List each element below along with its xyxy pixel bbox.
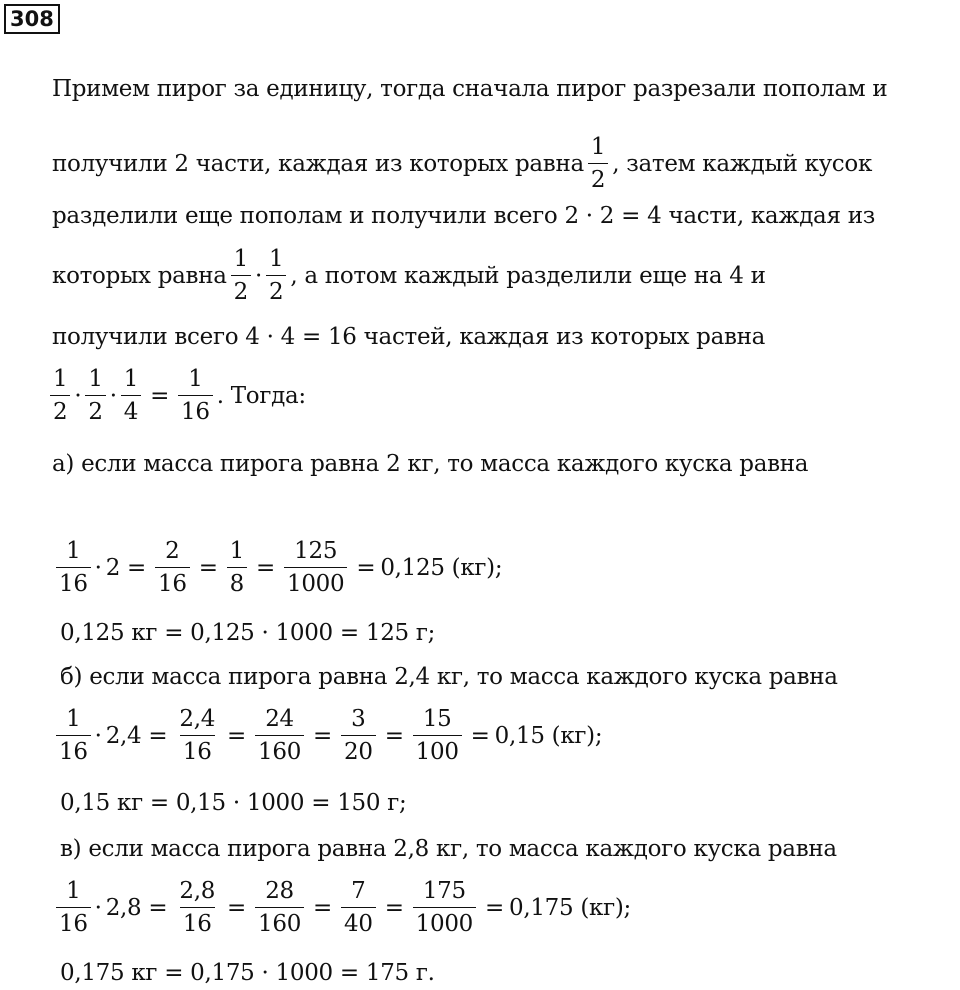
fraction-sixteenth [178,368,213,424]
fraction [227,540,247,596]
denominator: 16 [180,735,215,764]
intro-text-1: Примем пирог за единицу, тогда сначала пирог разрезали пополам и [52,76,888,102]
denominator: 4 [121,395,141,424]
numerator: 24 [265,706,294,732]
intro-text-4a: которых равна [52,263,227,289]
denominator: 160 [255,735,304,764]
part-a-grams [60,620,435,646]
fraction [176,880,218,936]
result-value: 0,15 (кг); [494,723,603,749]
denominator: 8 [227,567,247,596]
fraction [176,708,218,764]
fraction-half [588,136,608,192]
denominator: 16 [56,907,91,936]
numerator: 1 [66,706,81,732]
dot-operator: · [109,383,117,409]
denominator: 1000 [413,907,476,936]
intro-line-4 [52,248,766,304]
dot-operator: · [94,895,102,921]
equals-operator: = [227,895,247,921]
fraction [284,540,347,596]
dot-operator: · [94,555,102,581]
equals-operator: = [127,555,147,581]
numerator: 1 [233,246,248,272]
fraction [413,708,462,764]
fraction-half [85,368,105,424]
fraction [341,708,376,764]
fraction-half [50,368,70,424]
denominator: 2 [50,395,70,424]
equals-operator: = [256,555,275,581]
part-b-equation [52,708,602,764]
multiplier: 2 [105,555,121,581]
numerator: 1 [229,538,245,564]
denominator: 20 [341,735,376,764]
part-c-heading-text: в) если масса пирога равна 2,8 кг, то масса каждого куска равна [60,836,837,862]
denominator: 2 [231,275,251,304]
equals-operator: = [227,723,247,749]
fraction [155,540,190,596]
fraction [255,880,304,936]
denominator: 16 [155,567,190,596]
numerator: 28 [265,878,294,904]
part-a-heading [52,451,808,477]
numerator: 1 [269,246,284,272]
grams-text: 0,175 кг = 0,175 · 1000 = 175 г. [60,960,435,986]
numerator: 1 [53,366,68,392]
numerator: 1 [66,538,81,564]
part-a-equation [52,540,502,596]
intro-line-2 [52,136,872,192]
multiplier: 2,4 [105,723,142,749]
numerator: 1 [66,878,81,904]
numerator: 1 [88,366,103,392]
equals-operator: = [148,723,168,749]
fraction [413,880,476,936]
fraction [56,708,91,764]
intro-text-3: разделили еще пополам и получили всего 2 · 2 = 4 части, каждая из [52,203,875,229]
grams-text: 0,125 кг = 0,125 · 1000 = 125 г; [60,620,436,646]
equals-operator: = [384,723,404,749]
equals-operator: = [313,723,333,749]
part-b-heading-text: б) если масса пирога равна 2,4 кг, то масса каждого куска равна [60,664,838,690]
numerator: 2,8 [179,878,216,904]
intro-text-2a: получили 2 части, каждая из которых равна [52,151,584,177]
denominator: 16 [178,395,213,424]
numerator: 1 [123,366,139,392]
equals-operator: = [313,895,333,921]
equals-operator: = [485,895,504,921]
fraction [341,880,376,936]
fraction-half [231,248,251,304]
equals-operator: = [148,895,168,921]
equals-operator: = [198,555,218,581]
numerator: 125 [294,538,338,564]
part-b-grams [60,790,406,816]
part-c-grams [60,960,435,986]
equals-operator: = [384,895,404,921]
part-c-equation [52,880,631,936]
intro-line-5 [52,324,765,350]
numerator: 3 [351,706,366,732]
equals-operator: = [150,383,170,409]
numerator: 2,4 [179,706,216,732]
equals-operator: = [470,723,490,749]
intro-text-2b: , затем каждый кусок [612,151,873,177]
denominator: 40 [341,907,376,936]
result-value: 0,125 (кг); [380,555,503,581]
denominator: 2 [85,395,105,424]
intro-line-1 [52,76,887,102]
intro-text-5: получили всего 4 · 4 = 16 частей, каждая из которых равна [52,324,766,350]
fraction-quarter [121,368,141,424]
numerator: 1 [188,366,203,392]
dot-operator: · [254,263,262,289]
part-b-heading [60,664,838,690]
part-c-heading [60,836,837,862]
grams-text: 0,15 кг = 0,15 · 1000 = 150 г; [60,790,407,816]
numerator: 2 [165,538,180,564]
numerator: 175 [422,878,466,904]
fraction [56,880,91,936]
numerator: 1 [590,134,606,160]
multiplier: 2,8 [105,895,142,921]
denominator: 16 [56,735,91,764]
intro-line-6 [46,368,306,424]
denominator: 160 [255,907,304,936]
denominator: 100 [413,735,462,764]
intro-line-3 [52,203,875,229]
numerator: 15 [422,706,452,732]
intro-text-6-tail: . Тогда: [216,383,306,409]
fraction [56,540,91,596]
denominator: 2 [588,163,608,192]
fraction-half [266,248,286,304]
part-a-heading-text: а) если масса пирога равна 2 кг, то масса каждого куска равна [52,451,809,477]
denominator: 16 [180,907,215,936]
problem-number: 308 [4,4,60,34]
dot-operator: · [94,723,102,749]
denominator: 2 [266,275,286,304]
equals-operator: = [356,555,376,581]
denominator: 16 [56,567,91,596]
denominator: 1000 [284,567,347,596]
result-value: 0,175 (кг); [509,895,631,921]
fraction [255,708,304,764]
numerator: 7 [351,878,366,904]
dot-operator: · [74,383,82,409]
intro-text-4b: , а потом каждый разделили еще на 4 и [290,263,766,289]
